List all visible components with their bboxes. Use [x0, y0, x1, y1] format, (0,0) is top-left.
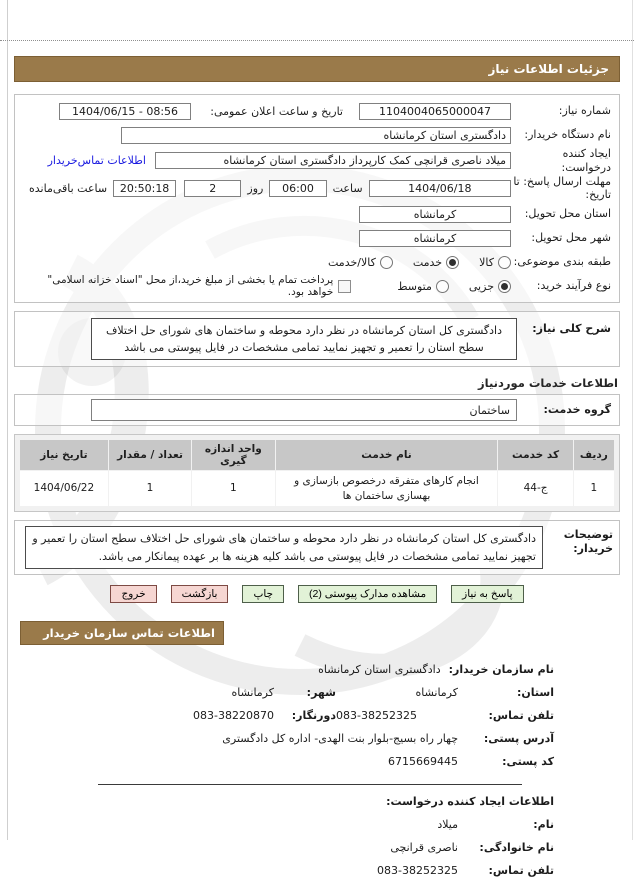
cell-service-name: انجام کارهای متفرقه درخصوص بازسازی و بهسازی ساختمان ها: [276, 471, 498, 506]
request-creator-field[interactable]: میلاد ناصری قرانچی کمک کارپرداز دادگستری استان کرمانشاه: [155, 152, 511, 169]
org-contact-block: [14, 663, 554, 776]
col-header-unit: واحد اندازه گیری: [192, 440, 274, 470]
back-button[interactable]: بازگشت: [171, 585, 229, 603]
table-row: [20, 471, 614, 506]
section-divider: [98, 784, 522, 785]
process-option-medium[interactable]: [397, 280, 449, 293]
phone-fax-row: [14, 709, 554, 730]
radio-label: خدمت: [412, 255, 443, 269]
org-contact-header: اطلاعات تماس سازمان خریدار: [20, 621, 224, 645]
fax-label: دورنگار:: [291, 708, 336, 722]
delivery-city-field[interactable]: کرمانشاه: [359, 230, 511, 247]
address-label: آدرس پستی:: [483, 731, 554, 745]
creator-info-header: اطلاعات ایجاد کننده درخواست:: [386, 794, 554, 808]
deadline-time-field[interactable]: 06:00: [269, 180, 326, 197]
fax-value: 083-38220870: [193, 708, 274, 722]
delivery-city-label: شهر محل تحویل:: [531, 231, 611, 245]
view-attachments-button[interactable]: مشاهده مدارک پیوستی (2): [298, 585, 437, 603]
org-name-value: دادگستری استان کرمانشاه: [318, 662, 441, 676]
category-option-service[interactable]: [413, 256, 459, 269]
province-value: کرمانشاه: [415, 685, 458, 699]
cell-unit: 1: [192, 471, 274, 506]
page-content: [14, 56, 620, 887]
service-group-label: گروه خدمت:: [543, 403, 611, 417]
services-section-header: اطلاعات خدمات موردنیاز: [478, 376, 618, 391]
creator-family-row: [14, 841, 554, 862]
need-info-box: [14, 94, 620, 303]
radio-label: کالا: [479, 255, 494, 269]
buyer-org-label: نام دستگاه خریدار:: [524, 128, 611, 142]
radio-icon[interactable]: [446, 256, 459, 269]
col-header-service-name: نام خدمت: [276, 440, 498, 470]
need-number-field[interactable]: 1104004065000047: [359, 103, 511, 120]
service-group-box: [14, 394, 620, 426]
services-table: [19, 439, 615, 507]
col-header-service-code: کد خدمت: [498, 440, 572, 470]
buyer-org-row: [23, 123, 611, 147]
province-label: استان:: [517, 685, 554, 699]
general-desc-label: شرح کلی نیاز:: [532, 322, 611, 335]
creator-phone-value: 083-38252325: [377, 863, 458, 877]
cell-row-num: 1: [574, 471, 614, 506]
deadline-label: مهلت ارسال پاسخ: تا تاریخ:: [513, 174, 611, 202]
treasury-checkbox-option[interactable]: [43, 274, 351, 298]
cell-qty: 1: [109, 471, 191, 506]
org-name-label: نام سازمان خریدار:: [448, 662, 554, 676]
deadline-hour-label: ساعت: [332, 181, 363, 195]
buyer-notes-text[interactable]: دادگستری کل استان کرمانشاه در نظر دارد محوطه و ساختمان های شورای حل اختلاف سطح استان را تعمیر و تجهیز نمایید تمامی مشخصات در فایل پیوستی می باشد کلیه هزینه ها بر عهده پیمانکار می باشد.: [25, 526, 543, 568]
creator-name-row: [14, 818, 554, 839]
remaining-time-field[interactable]: 20:50:18: [113, 180, 176, 197]
table-header-row: [20, 440, 614, 470]
col-header-row-num: ردیف: [574, 440, 614, 470]
postal-code-label: کد پستی:: [502, 754, 554, 768]
radio-icon[interactable]: [380, 256, 393, 269]
process-type-row: [23, 274, 611, 298]
print-button[interactable]: چاپ: [242, 585, 284, 603]
postal-code-row: [14, 755, 554, 776]
request-creator-label: ایجاد کننده درخواست:: [561, 147, 611, 174]
buyer-notes-label: توضیحات خریدار:: [563, 528, 613, 556]
checkbox-icon[interactable]: [338, 280, 351, 293]
action-buttons: [14, 585, 620, 603]
delivery-province-row: [23, 202, 611, 226]
org-name-row: [14, 663, 554, 684]
checkbox-label: پرداخت تمام یا بخشی از مبلغ خرید،از محل "اسناد خزانه اسلامی" خواهد بود.: [47, 274, 334, 298]
address-row: [14, 732, 554, 753]
category-option-goods-service[interactable]: [328, 256, 393, 269]
creator-family-label: نام خانوادگی:: [479, 840, 554, 854]
col-header-need-date: تاریخ نیاز: [20, 440, 108, 470]
general-desc-box: [14, 311, 620, 367]
province-city-row: [14, 686, 554, 707]
delivery-province-field[interactable]: کرمانشاه: [359, 206, 511, 223]
radio-icon[interactable]: [498, 280, 511, 293]
page-left-border: [7, 0, 8, 840]
top-dotted-divider: [0, 40, 634, 41]
page-title: جزئیات اطلاعات نیاز: [14, 56, 620, 82]
announce-datetime-field[interactable]: 1404/06/15 - 08:56: [59, 103, 191, 120]
city-label: شهر:: [306, 685, 336, 699]
exit-button[interactable]: خروج: [110, 585, 156, 603]
buyer-notes-box: [14, 520, 620, 574]
delivery-province-label: استان محل تحویل:: [524, 207, 611, 221]
deadline-row: [23, 175, 611, 203]
deadline-day-label: روز: [247, 181, 264, 195]
need-number-row: [23, 99, 611, 123]
radio-label: کالا/خدمت: [328, 255, 376, 269]
request-creator-row: [23, 147, 611, 175]
radio-label: جزیی: [468, 279, 494, 293]
creator-family-value: ناصری قرانچی: [390, 840, 458, 854]
col-header-qty: تعداد / مقدار: [109, 440, 191, 470]
deadline-days-field[interactable]: 2: [184, 180, 241, 197]
category-label: طبقه بندی موضوعی:: [513, 255, 611, 269]
general-desc-text[interactable]: دادگستری کل استان کرمانشاه در نظر دارد محوطه و ساختمان های شورای حل اختلاف سطح استان را تعمیر و تجهیز نمایید تمامی مشخصات در فایل پیوستی می باشد: [91, 318, 517, 360]
deadline-date-field[interactable]: 1404/06/18: [369, 180, 511, 197]
phone-label: تلفن تماس:: [488, 708, 554, 722]
address-value: چهار راه بسیج-بلوار بنت الهدی- اداره کل دادگستری: [222, 731, 458, 745]
cell-need-date: 1404/06/22: [20, 471, 108, 506]
remaining-hours-label: ساعت باقی‌مانده: [29, 181, 108, 195]
announce-label: تاریخ و ساعت اعلان عمومی:: [210, 104, 343, 118]
creator-phone-row: [14, 864, 554, 885]
city-value: کرمانشاه: [231, 685, 274, 699]
phone-value: 083-38252325: [336, 708, 417, 722]
category-option-goods[interactable]: [479, 256, 511, 269]
radio-label: متوسط: [397, 279, 432, 293]
cell-service-code: ج-44: [498, 471, 572, 506]
buyer-contact-link[interactable]: اطلاعات تماس‌خریدار: [47, 154, 146, 168]
process-option-partial[interactable]: [469, 280, 511, 293]
service-group-field[interactable]: ساختمان: [91, 399, 517, 421]
radio-icon[interactable]: [436, 280, 449, 293]
respond-to-need-button[interactable]: پاسخ به نیاز: [451, 585, 523, 603]
postal-code-value: 6715669445: [388, 754, 458, 768]
need-number-label: شماره نیاز:: [558, 104, 611, 118]
category-row: [23, 250, 611, 274]
page-right-border: [632, 0, 633, 840]
creator-name-value: میلاد: [437, 817, 458, 831]
creator-name-label: نام:: [533, 817, 554, 831]
delivery-city-row: [23, 226, 611, 250]
services-table-wrap: [14, 434, 620, 512]
radio-icon[interactable]: [498, 256, 511, 269]
buyer-org-field[interactable]: دادگستری استان کرمانشاه: [121, 127, 511, 144]
process-type-label: نوع فرآیند خرید:: [536, 279, 611, 293]
creator-phone-label: تلفن تماس:: [488, 863, 554, 877]
